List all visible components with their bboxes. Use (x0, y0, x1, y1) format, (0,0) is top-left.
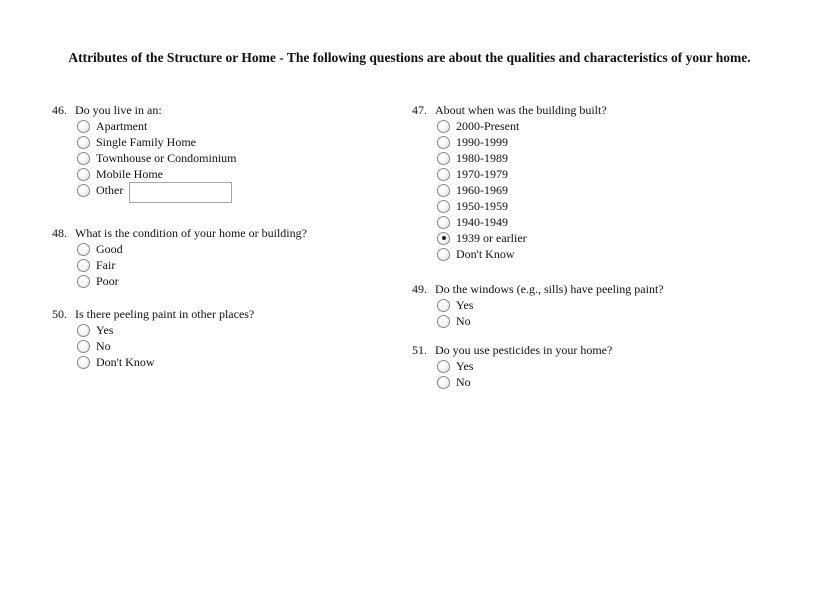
q46-label-mobile-home: Mobile Home (96, 167, 163, 181)
question-49-text: Do the windows (e.g., sills) have peeling paint? (435, 282, 664, 296)
q51-label-no: No (456, 375, 471, 389)
question-51-options (437, 358, 612, 390)
q46-option-single-family-home[interactable] (77, 134, 237, 150)
q46-option-apartment[interactable] (77, 118, 237, 134)
q50-label-no: No (96, 339, 111, 353)
q47-radio-1960-1969[interactable] (437, 184, 450, 197)
q49-radio-no[interactable] (437, 315, 450, 328)
q46-radio-mobile-home[interactable] (77, 168, 90, 181)
question-49-number: 49. (412, 282, 427, 296)
q47-radio-1939-or-earlier[interactable] (437, 232, 450, 245)
q47-option-dont-know[interactable] (437, 246, 607, 262)
q51-radio-yes[interactable] (437, 360, 450, 373)
q47-label-1960-1969: 1960-1969 (456, 183, 508, 197)
q48-option-fair[interactable] (77, 257, 307, 273)
q48-radio-poor[interactable] (77, 275, 90, 288)
q50-option-dont-know[interactable] (77, 354, 254, 370)
q49-radio-yes[interactable] (437, 299, 450, 312)
q47-option-1990-1999[interactable] (437, 134, 607, 150)
q50-radio-dont-know[interactable] (77, 356, 90, 369)
question-49 (412, 281, 664, 329)
q46-other-text-input[interactable] (129, 182, 232, 203)
question-47-number: 47. (412, 103, 427, 117)
q51-label-yes: Yes (456, 359, 474, 373)
question-48-text: What is the condition of your home or building? (75, 226, 307, 240)
q47-radio-1980-1989[interactable] (437, 152, 450, 165)
q49-label-no: No (456, 314, 471, 328)
q50-option-yes[interactable] (77, 322, 254, 338)
q47-option-2000-present[interactable] (437, 118, 607, 134)
question-50 (52, 306, 254, 370)
question-49-options (437, 297, 664, 329)
question-51 (412, 342, 612, 390)
question-46-options (77, 118, 237, 198)
q46-label-apartment: Apartment (96, 119, 148, 133)
q46-label-single-family-home: Single Family Home (96, 135, 196, 149)
question-47-options (437, 118, 607, 262)
q48-label-good: Good (96, 242, 123, 256)
q46-option-other[interactable] (77, 182, 237, 198)
q47-radio-2000-present[interactable] (437, 120, 450, 133)
q47-label-1950-1959: 1950-1959 (456, 199, 508, 213)
q47-radio-dont-know[interactable] (437, 248, 450, 261)
q47-label-1970-1979: 1970-1979 (456, 167, 508, 181)
question-51-text: Do you use pesticides in your home? (435, 343, 613, 357)
q46-radio-townhouse[interactable] (77, 152, 90, 165)
q47-option-1939-or-earlier[interactable] (437, 230, 607, 246)
q46-radio-single-family-home[interactable] (77, 136, 90, 149)
question-48-options (77, 241, 307, 289)
q47-option-1970-1979[interactable] (437, 166, 607, 182)
q51-radio-no[interactable] (437, 376, 450, 389)
q48-option-good[interactable] (77, 241, 307, 257)
q49-option-no[interactable] (437, 313, 664, 329)
q47-option-1940-1949[interactable] (437, 214, 607, 230)
q50-label-dont-know: Don't Know (96, 355, 155, 369)
question-47 (412, 102, 607, 262)
q48-radio-fair[interactable] (77, 259, 90, 272)
q46-option-mobile-home[interactable] (77, 166, 237, 182)
q46-option-townhouse[interactable] (77, 150, 237, 166)
q49-option-yes[interactable] (437, 297, 664, 313)
q49-label-yes: Yes (456, 298, 474, 312)
q47-radio-1950-1959[interactable] (437, 200, 450, 213)
q46-label-other: Other (96, 183, 124, 197)
question-47-text: About when was the building built? (435, 103, 607, 117)
q48-label-fair: Fair (96, 258, 116, 272)
question-46-number: 46. (52, 103, 67, 117)
q47-label-1939-or-earlier: 1939 or earlier (456, 231, 527, 245)
q47-label-dont-know: Don't Know (456, 247, 515, 261)
q47-radio-1990-1999[interactable] (437, 136, 450, 149)
question-50-options (77, 322, 254, 370)
q48-radio-good[interactable] (77, 243, 90, 256)
question-50-number: 50. (52, 307, 67, 321)
q47-label-1980-1989: 1980-1989 (456, 151, 508, 165)
q47-label-1990-1999: 1990-1999 (456, 135, 508, 149)
page-heading: Attributes of the Structure or Home - The following questions are about the qualities and characteristics of your home. (68, 50, 751, 65)
question-46-text: Do you live in an: (75, 103, 162, 117)
q50-label-yes: Yes (96, 323, 114, 337)
q47-radio-1940-1949[interactable] (437, 216, 450, 229)
q48-label-poor: Poor (96, 274, 119, 288)
q50-radio-no[interactable] (77, 340, 90, 353)
q47-option-1950-1959[interactable] (437, 198, 607, 214)
q50-radio-yes[interactable] (77, 324, 90, 337)
question-48 (52, 225, 307, 289)
question-50-text: Is there peeling paint in other places? (75, 307, 255, 321)
q47-label-2000-present: 2000-Present (456, 119, 520, 133)
q47-option-1960-1969[interactable] (437, 182, 607, 198)
q46-radio-apartment[interactable] (77, 120, 90, 133)
question-46 (52, 102, 237, 198)
q47-radio-1970-1979[interactable] (437, 168, 450, 181)
q46-radio-other[interactable] (77, 184, 90, 197)
q51-option-yes[interactable] (437, 358, 612, 374)
q47-option-1980-1989[interactable] (437, 150, 607, 166)
question-48-number: 48. (52, 226, 67, 240)
question-51-number: 51. (412, 343, 427, 357)
q51-option-no[interactable] (437, 374, 612, 390)
q47-label-1940-1949: 1940-1949 (456, 215, 508, 229)
q48-option-poor[interactable] (77, 273, 307, 289)
q50-option-no[interactable] (77, 338, 254, 354)
q46-label-townhouse: Townhouse or Condominium (96, 151, 237, 165)
